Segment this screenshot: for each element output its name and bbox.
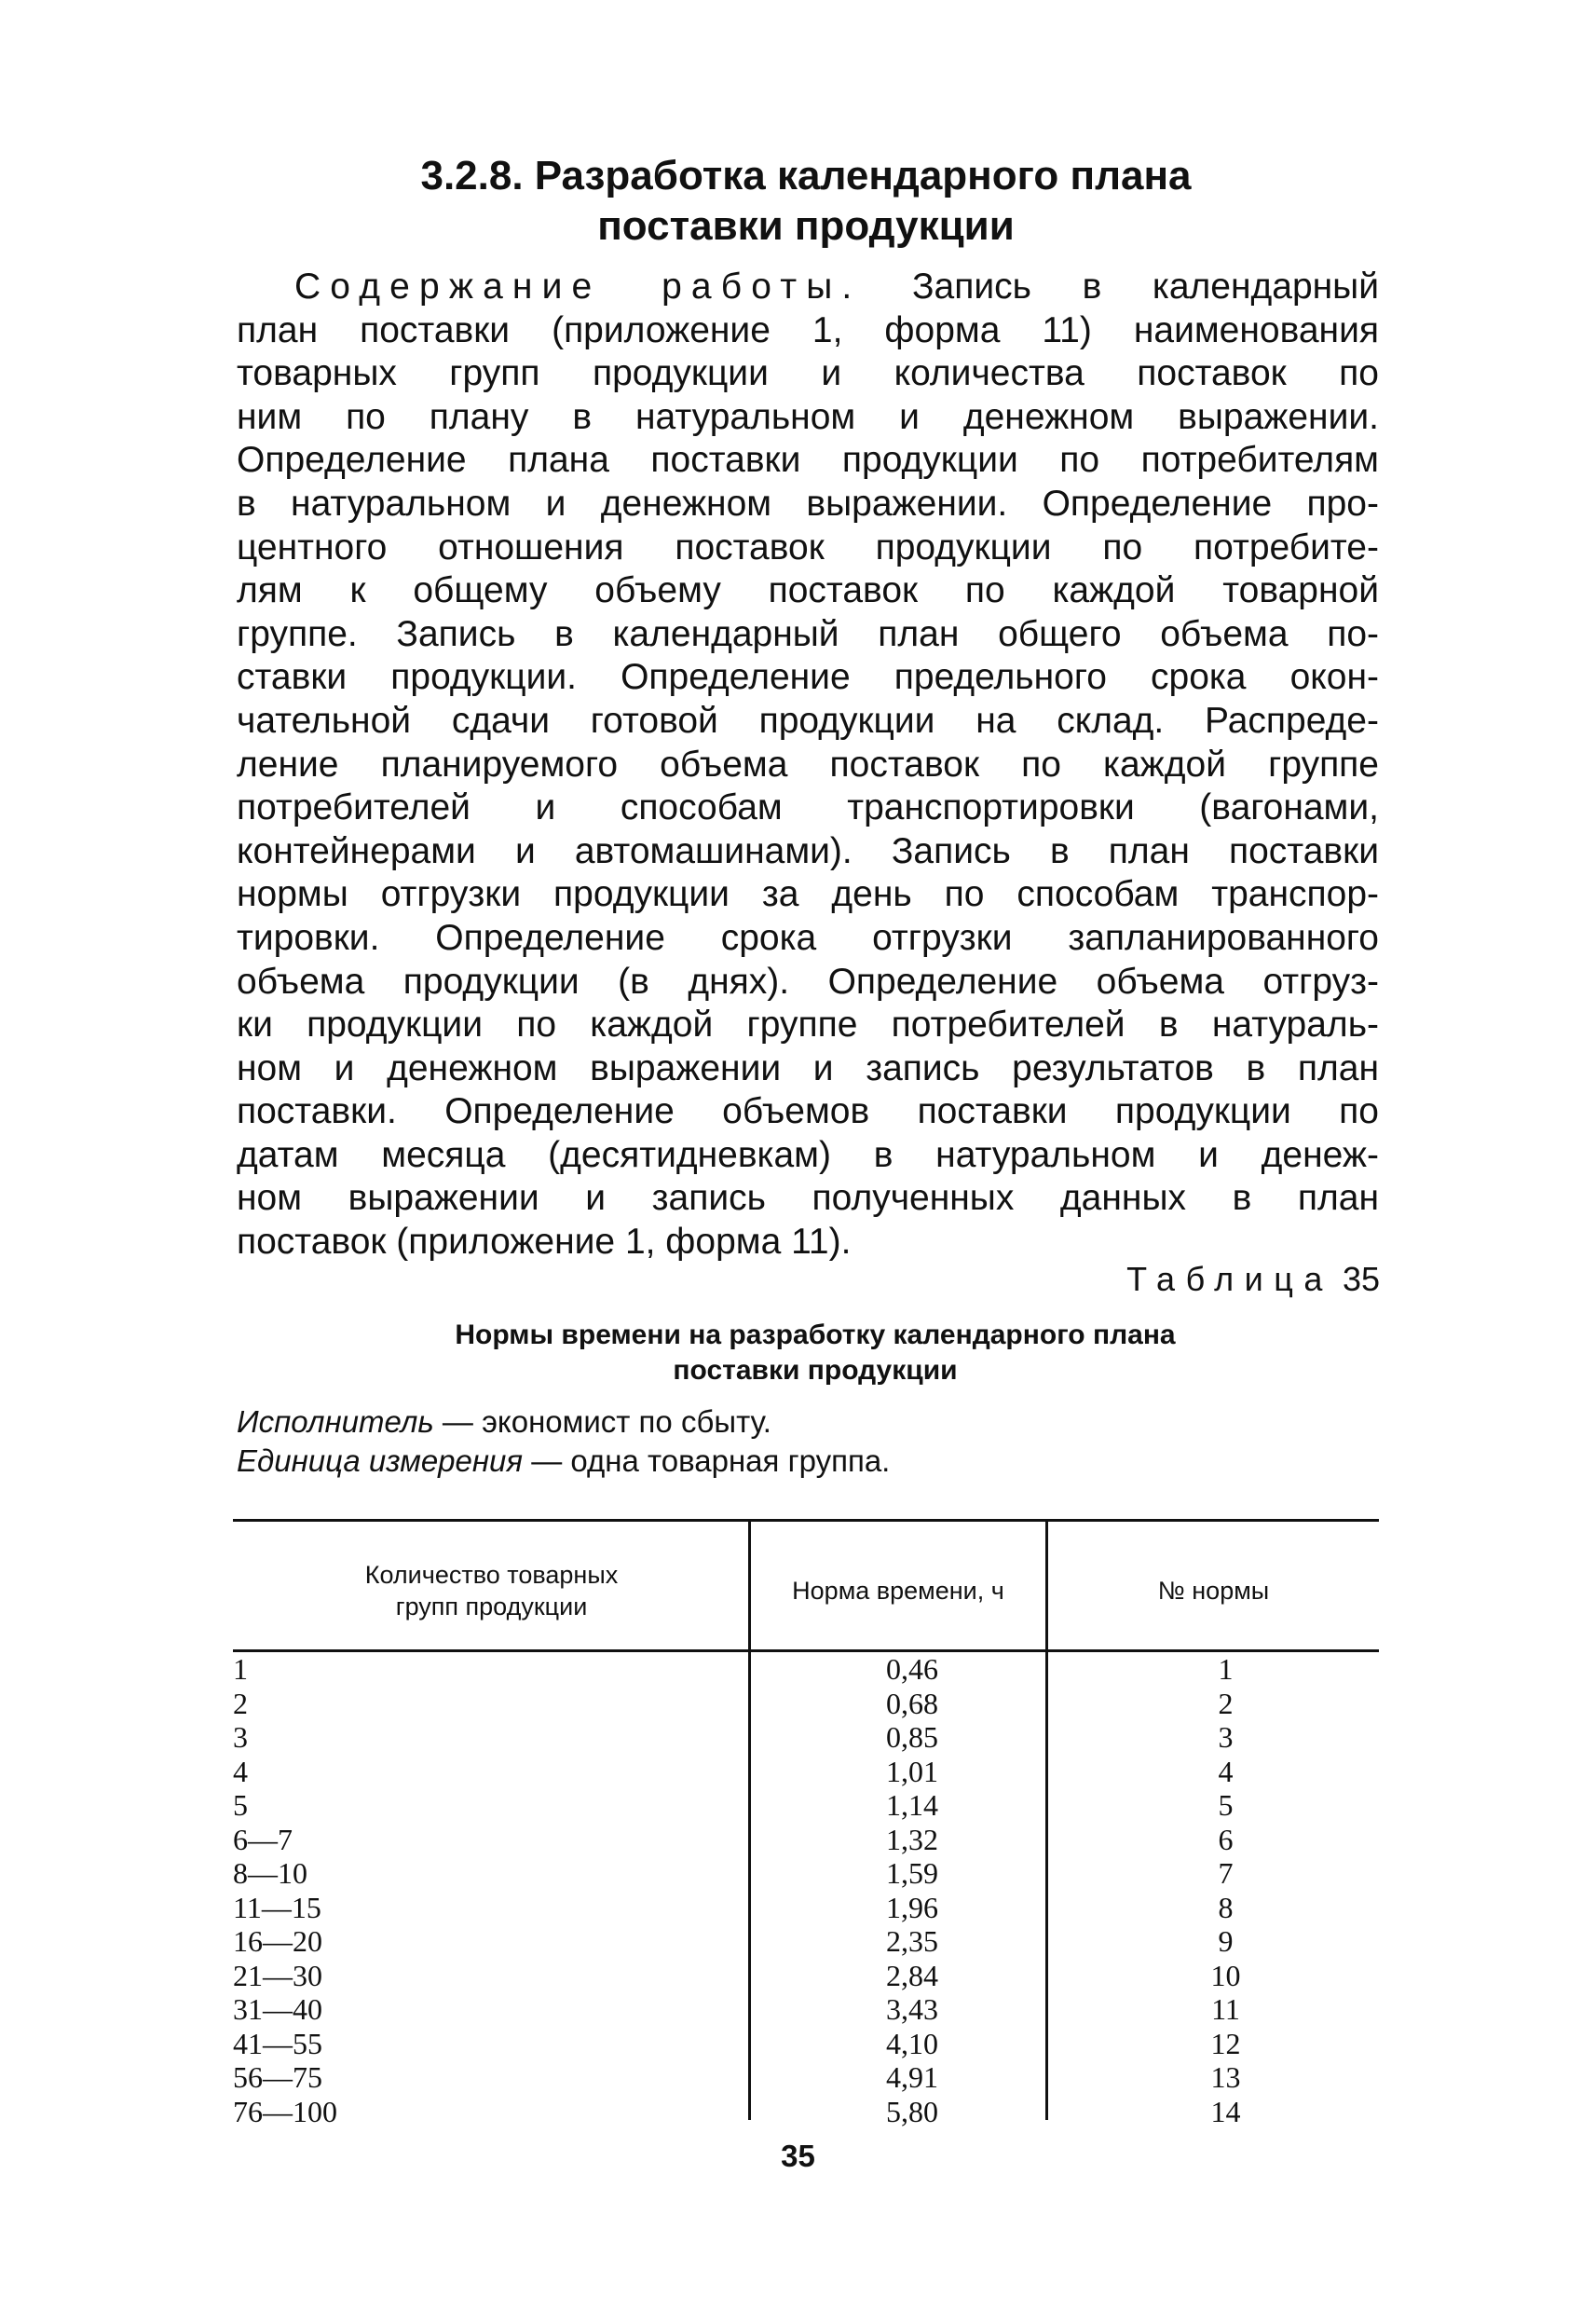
- group-count-cell: 31—40: [233, 1992, 322, 2026]
- table-word: Таблица: [1126, 1260, 1333, 1298]
- table-row: [233, 1891, 1379, 1925]
- paragraph-line-text: Запись в календарный: [911, 267, 1379, 307]
- time-norm-cell: 5,80: [886, 2094, 938, 2128]
- section-title-line-1: 3.2.8. Разработка календарного плана: [420, 153, 1192, 198]
- norm-number-cell: 12: [1210, 2026, 1241, 2060]
- paragraph-line: ки продукции по каждой группе потребителей в натураль-: [237, 1005, 1379, 1046]
- paragraph-line: Определение плана поставки продукции по потребителям: [237, 440, 1379, 481]
- executor-line: [237, 1402, 771, 1442]
- paragraph-line: поставок (приложение 1, форма 11).: [237, 1222, 852, 1263]
- norm-number-cell: 11: [1211, 1992, 1240, 2026]
- group-count-cell: 4: [233, 1754, 248, 1788]
- paragraph-line: ном выражении и запись полученных данных в план: [237, 1178, 1379, 1219]
- table-row: [233, 1720, 1379, 1755]
- table-row: [233, 2027, 1379, 2061]
- group-count-cell: 41—55: [233, 2026, 322, 2060]
- table-row: [233, 1924, 1379, 1959]
- table-row: [233, 1755, 1379, 1789]
- paragraph-line: план поставки (приложение 1, форма 11) наименования: [237, 309, 1379, 350]
- table-row: [233, 1856, 1379, 1891]
- paragraph-line: датам месяца (десятидневкам) в натуральном и денеж-: [237, 1134, 1379, 1175]
- time-norm-cell: 2,84: [886, 1958, 938, 1992]
- paragraph-line: контейнерами и автомашинами). Запись в план поставки: [237, 830, 1379, 871]
- group-count-cell: 56—75: [233, 2060, 322, 2094]
- paragraph-line: ление планируемого объема поставок по каждой группе: [237, 744, 1379, 785]
- table-row: [233, 2060, 1379, 2095]
- norm-number-cell: 14: [1210, 2094, 1241, 2128]
- norm-number-cell: 4: [1218, 1754, 1234, 1788]
- table-top-rule: [233, 1519, 1379, 1522]
- time-norm-cell: 1,59: [886, 1856, 938, 1890]
- table-row: [233, 1687, 1379, 1721]
- norm-number-cell: 9: [1218, 1924, 1234, 1958]
- time-norm-cell: 0,46: [886, 1652, 938, 1686]
- paragraph-line: в натуральном и денежном выражении. Определение про-: [237, 483, 1379, 524]
- group-count-cell: 5: [233, 1788, 248, 1822]
- time-norm-cell: 1,01: [886, 1754, 938, 1788]
- paragraph-line: ставки продукции. Определение предельного срока окон-: [237, 657, 1379, 698]
- paragraph-line: товарных групп продукции и количества поставок по: [237, 353, 1379, 394]
- paragraph-line: центного отношения поставок продукции по потребите-: [237, 526, 1379, 567]
- section-title-line-2: поставки продукции: [597, 203, 1015, 249]
- unit-value: — одна товарная группа.: [523, 1443, 891, 1478]
- spaced-label: Содержание работы.: [294, 267, 862, 307]
- table-row: [233, 2095, 1379, 2129]
- norm-number-cell: 8: [1218, 1890, 1234, 1924]
- page-number: 35: [781, 2139, 815, 2173]
- body-paragraph: [237, 266, 1379, 1265]
- norm-number-cell: 6: [1218, 1822, 1234, 1856]
- group-count-cell: 6—7: [233, 1822, 293, 1856]
- time-norm-cell: 2,35: [886, 1924, 938, 1958]
- executor-value: — экономист по сбыту.: [433, 1404, 771, 1439]
- header-norm-number: № нормы: [1157, 1577, 1270, 1605]
- paragraph-line: [237, 266, 1379, 309]
- paragraph-line: чательной сдачи готовой продукции на склад. Распреде-: [237, 700, 1379, 741]
- group-count-cell: 11—15: [233, 1890, 321, 1924]
- table-caption-line-1: Нормы времени на разработку календарного плана: [455, 1320, 1176, 1350]
- table-caption-line-2: поставки продукции: [673, 1355, 958, 1386]
- group-count-cell: 21—30: [233, 1958, 322, 1992]
- paragraph-line: лям к общему объему поставок по каждой товарной: [237, 570, 1379, 611]
- paragraph-line: поставки. Определение объемов поставки продукции по: [237, 1091, 1379, 1132]
- norm-number-cell: 5: [1218, 1788, 1234, 1822]
- unit-line: [237, 1442, 890, 1481]
- group-count-cell: 76—100: [233, 2094, 337, 2128]
- table-row: [233, 1992, 1379, 2027]
- group-count-cell: 8—10: [233, 1856, 307, 1890]
- paragraph-line: тировки. Определение срока отгрузки запланированного: [237, 917, 1379, 958]
- header-time-norm: Норма времени, ч: [792, 1577, 1004, 1605]
- time-norm-cell: 1,32: [886, 1822, 938, 1856]
- time-norm-cell: 1,14: [886, 1788, 938, 1822]
- unit-label: Единица измерения: [237, 1443, 524, 1478]
- time-norm-cell: 1,96: [886, 1890, 938, 1924]
- group-count-cell: 16—20: [233, 1924, 322, 1958]
- table-row: [233, 1823, 1379, 1857]
- norm-number-cell: 10: [1210, 1958, 1241, 1992]
- table-body: [233, 1652, 1379, 2128]
- paragraph-line: ним по плану в натуральном и денежном выражении.: [237, 396, 1379, 437]
- norm-number-cell: 3: [1218, 1720, 1234, 1754]
- table-number: [1126, 1260, 1380, 1299]
- time-norm-cell: 4,10: [886, 2026, 938, 2060]
- executor-label: Исполнитель: [237, 1404, 434, 1439]
- norm-number-cell: 7: [1218, 1856, 1234, 1890]
- group-count-cell: 2: [233, 1686, 248, 1720]
- norm-number-cell: 1: [1218, 1652, 1234, 1686]
- table-row: [233, 1788, 1379, 1823]
- norm-number-cell: 2: [1218, 1686, 1234, 1720]
- header-group-count: Количество товарных групп продукции: [364, 1561, 619, 1620]
- paragraph-line: потребителей и способам транспортировки (вагонами,: [237, 787, 1379, 828]
- table-number-value: 35: [1342, 1260, 1380, 1298]
- time-norm-cell: 4,91: [886, 2060, 938, 2094]
- norms-table: [233, 1519, 1379, 2128]
- paragraph-line: объема продукции (в днях). Определение объема отгруз-: [237, 961, 1379, 1002]
- time-norm-cell: 0,68: [886, 1686, 938, 1720]
- time-norm-cell: 3,43: [886, 1992, 938, 2026]
- norm-number-cell: 13: [1210, 2060, 1241, 2094]
- table-row: [233, 1959, 1379, 1993]
- group-count-cell: 1: [233, 1652, 248, 1686]
- time-norm-cell: 0,85: [886, 1720, 938, 1754]
- group-count-cell: 3: [233, 1720, 248, 1754]
- paragraph-line: группе. Запись в календарный план общего объема по-: [237, 613, 1379, 654]
- paragraph-line: ном и денежном выражении и запись результатов в план: [237, 1047, 1379, 1088]
- paragraph-line: нормы отгрузки продукции за день по способам транспор-: [237, 874, 1379, 915]
- table-row: [233, 1652, 1379, 1687]
